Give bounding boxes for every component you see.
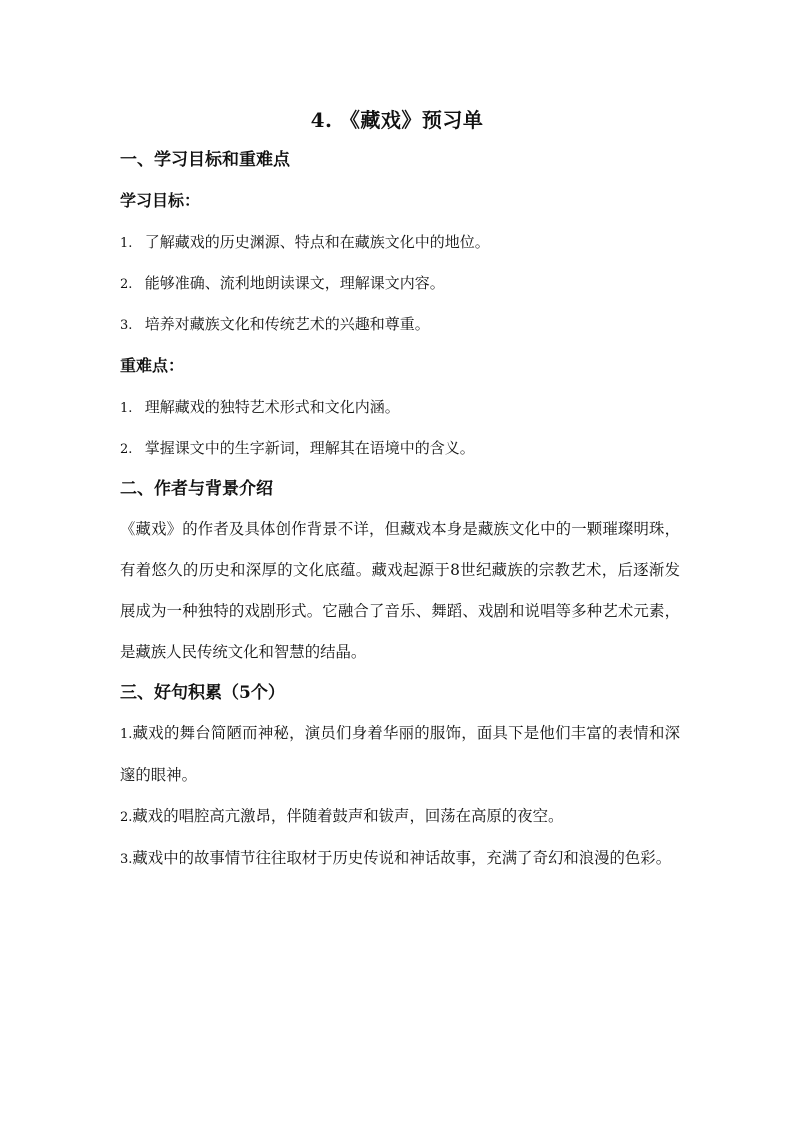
key-point-item — [120, 387, 680, 428]
sentence-number: 1. — [120, 727, 133, 742]
sentence-text: 藏戏中的故事情节往往取材于历史传说和神话故事，充满了奇幻和浪漫的色彩。 — [132, 849, 672, 867]
goal-text: 了解藏戏的历史渊源、特点和在藏族文化中的地位。 — [144, 233, 490, 251]
key-point-number: 1. — [120, 401, 133, 416]
goals-label: 学习目标： — [120, 191, 201, 210]
key-point-text: 掌握课文中的生字新词，理解其在语境中的含义。 — [144, 439, 475, 457]
sentence-item — [120, 796, 680, 838]
goal-text: 能够准确、流利地朗读课文，理解课文内容。 — [144, 274, 445, 292]
key-point-number: 2. — [120, 442, 133, 457]
section3-heading: 三、好句积累（5个） — [120, 683, 285, 703]
sentence-number: 3. — [120, 852, 133, 867]
sentence-number: 2. — [120, 810, 133, 825]
key-point-text: 理解藏戏的独特艺术形式和文化内涵。 — [144, 398, 400, 416]
page-title: 4. 《藏戏》预习单 — [310, 108, 484, 132]
sentence-item — [120, 838, 680, 880]
section1-heading: 一、学习目标和重难点 — [120, 150, 290, 170]
goal-item — [120, 304, 680, 345]
goal-item — [120, 263, 680, 304]
goal-number: 2. — [120, 277, 133, 292]
background-paragraph: 《藏戏》的作者及具体创作背景不详，但藏戏本身是藏族文化中的一颗璀璨明珠，有着悠久的历史和深厚的文化底蕴。藏戏起源于8世纪藏族的宗教艺术，后逐渐发展成为一种独特的戏剧形式。它融合了音乐、舞蹈、戏剧和说唱等多种艺术元素，是藏族人民传统文化和智慧的结晶。 — [120, 520, 680, 661]
goal-number: 1. — [120, 236, 133, 251]
goal-number: 3. — [120, 318, 133, 333]
goal-item — [120, 222, 680, 263]
sentence-text: 藏戏的唱腔高亢激昂，伴随着鼓声和钹声，回荡在高原的夜空。 — [132, 807, 564, 825]
document-body — [120, 140, 680, 880]
key-points-label: 重难点： — [120, 356, 185, 375]
goal-text: 培养对藏族文化和传统艺术的兴趣和尊重。 — [144, 315, 430, 333]
sentence-item — [120, 713, 680, 796]
sentence-text: 藏戏的舞台简陋而神秘，演员们身着华丽的服饰，面具下是他们丰富的表情和深邃的眼神。 — [120, 724, 680, 784]
key-point-item — [120, 428, 680, 469]
section2-heading: 二、作者与背景介绍 — [120, 479, 273, 499]
